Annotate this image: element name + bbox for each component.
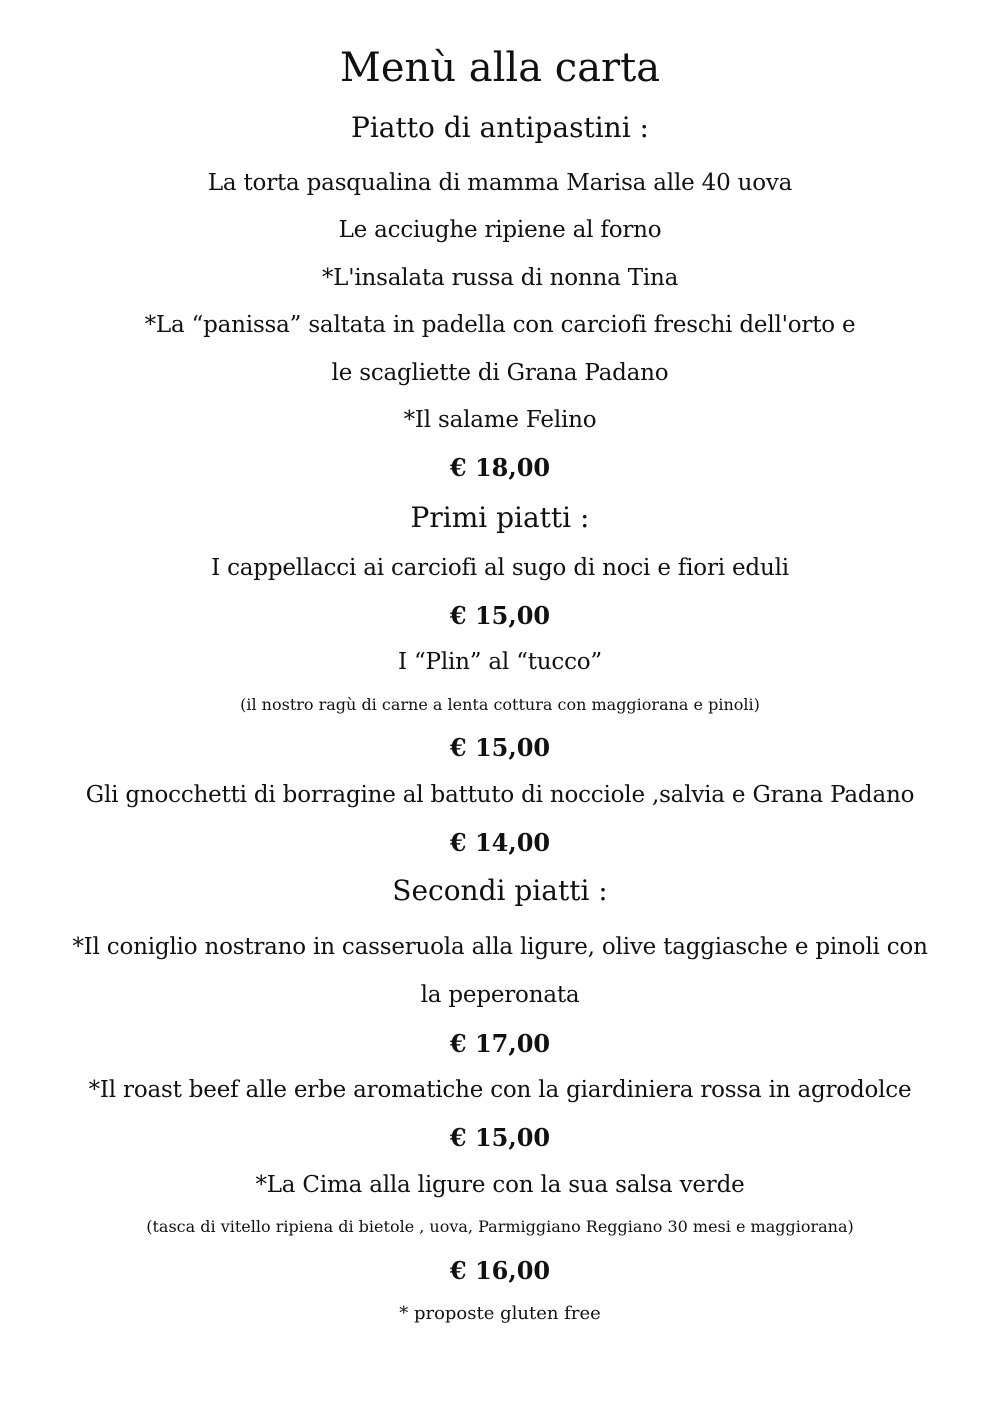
price: € 15,00 [449, 601, 551, 630]
menu-item: I “Plin” al “tucco” [398, 649, 602, 675]
menu-item-note: (tasca di vitello ripiena di bietole , uova, Parmiggiano Reggiano 30 mesi e maggiorana) [146, 1217, 854, 1236]
section-heading-primi: Primi piatti : [410, 501, 590, 534]
menu-item: la peperonata [420, 982, 580, 1008]
menu-item: *Il roast beef alle erbe aromatiche con la giardiniera rossa in agrodolce [88, 1077, 912, 1103]
menu-item: *L'insalata russa di nonna Tina [321, 265, 679, 291]
menu-item: La torta pasqualina di mamma Marisa alle 40 uova [207, 170, 793, 196]
menu-item: *La “panissa” saltata in padella con carciofi freschi dell'orto e [144, 312, 856, 338]
menu-item-note: (il nostro ragù di carne a lenta cottura con maggiorana e pinoli) [240, 695, 760, 714]
price: € 15,00 [449, 733, 551, 762]
price: € 14,00 [449, 828, 551, 857]
menu-item: Le acciughe ripiene al forno [338, 217, 662, 243]
price: € 18,00 [449, 453, 551, 482]
price: € 16,00 [449, 1256, 551, 1285]
section-heading-secondi: Secondi piatti : [392, 874, 608, 907]
menu-item: *La Cima alla ligure con la sua salsa verde [255, 1172, 745, 1198]
menu-item: I cappellacci ai carciofi al sugo di noci e fiori eduli [211, 555, 789, 581]
menu-title: Menù alla carta [339, 45, 661, 91]
menu-item: le scagliette di Grana Padano [331, 360, 669, 386]
menu-item: Gli gnocchetti di borragine al battuto di nocciole ,salvia e Grana Padano [85, 782, 915, 808]
gluten-free-footnote: * proposte gluten free [399, 1303, 601, 1324]
menu-item: *Il salame Felino [403, 407, 597, 433]
price: € 15,00 [449, 1123, 551, 1152]
section-heading-antipastini: Piatto di antipastini : [351, 111, 649, 144]
menu-item: *Il coniglio nostrano in casseruola alla ligure, olive taggiasche e pinoli con [72, 934, 928, 960]
price: € 17,00 [449, 1029, 551, 1058]
